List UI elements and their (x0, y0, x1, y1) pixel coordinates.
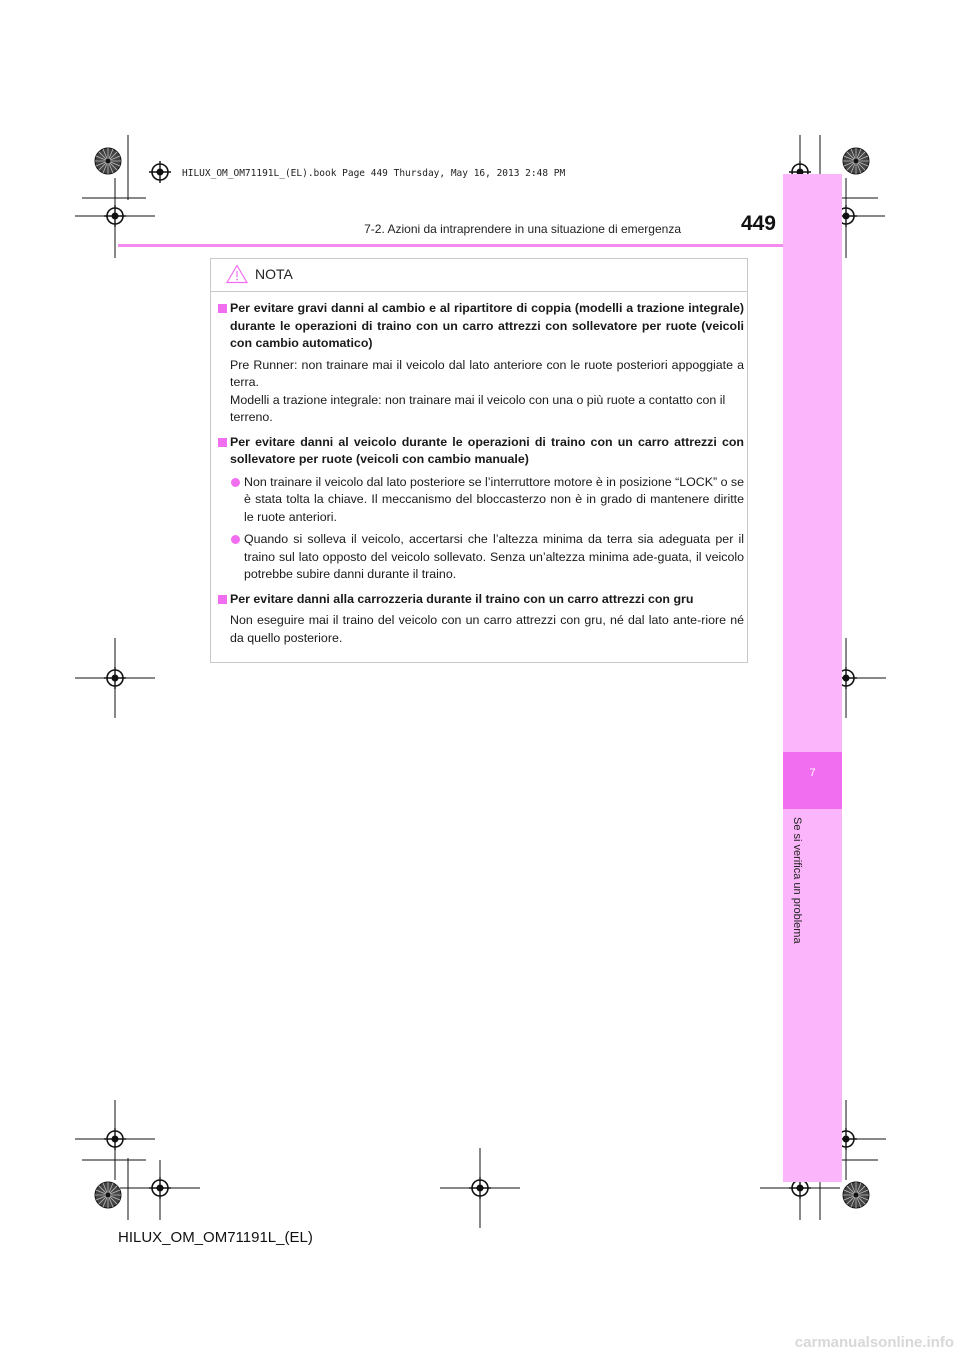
notice-item (218, 434, 744, 584)
notice-item-title: Per evitare gravi danni al cambio e al ripartitore di coppia (modelli a trazione integrale) durante le operazioni di traino con un carro attrezzi con sollevatore per ruote (veicoli con cambio automatico) (230, 301, 744, 350)
chapter-title: Se si verifica un problema (791, 817, 803, 944)
warning-triangle-icon (226, 264, 248, 284)
site-watermark: carmanualsonline.info (794, 1334, 954, 1351)
notice-item (218, 591, 744, 648)
notice-bullet-text: Non trainare il veicolo dal lato posteriore se l’interruttore motore è in posizione “LOCK” o se è stata tolta la chiave. Il meccanismo del bloccasterzo non è in grado di mantenere diritte le ruote anteriori. (244, 474, 744, 524)
circle-bullet-icon (231, 478, 240, 487)
notice-paragraph: Pre Runner: non trainare mai il veicolo dal lato anteriore con le ruote posteriori appoggiate a terra. (230, 357, 744, 389)
notice-body (218, 300, 744, 654)
circle-bullet-icon (231, 535, 240, 544)
notice-bullet-text: Quando si solleva il veicolo, accertarsi che l’altezza minima da terra sia adeguata per il traino sul lato opposto del veicolo sollevato. Senza un’altezza minima ade-guata, il veicolo potrebbe subire danni durante il traino. (244, 532, 744, 581)
notice-item-title: Per evitare danni al veicolo durante le operazioni di traino con un carro attrezzi con sollevatore per ruote (veicoli con cambio manuale) (230, 434, 744, 466)
notice-header (211, 259, 747, 292)
notice-label: NOTA (255, 266, 293, 282)
square-bullet-icon (218, 595, 227, 604)
chapter-number: 7 (809, 767, 816, 779)
manual-code: HILUX_OM_OM71191L_(EL) (118, 1229, 313, 1246)
notice-item-title: Per evitare danni alla carrozzeria durante il traino con un carro attrezzi con gru (230, 591, 694, 606)
square-bullet-icon (218, 304, 227, 313)
notice-bullet (230, 531, 744, 584)
notice-paragraph: Modelli a trazione integrale: non trainare mai il veicolo con una o più ruote a contatto con il terreno. (230, 392, 726, 424)
notice-box (210, 258, 748, 663)
square-bullet-icon (218, 438, 227, 447)
book-file-info: HILUX_OM_OM71191L_(EL).book Page 449 Thursday, May 16, 2013 2:48 PM (182, 168, 566, 179)
notice-item (218, 300, 744, 427)
chapter-number-tab (783, 752, 842, 809)
notice-bullet (230, 474, 744, 527)
page-number: 449 (740, 212, 776, 235)
chapter-side-tab (783, 174, 842, 1182)
section-title: 7-2. Azioni da intraprendere in una situazione di emergenza (364, 222, 681, 236)
header-rule (118, 244, 783, 247)
notice-paragraph: Non eseguire mai il traino del veicolo con un carro attrezzi con gru, né dal lato ante-riore né da quello posteriore. (230, 613, 744, 645)
